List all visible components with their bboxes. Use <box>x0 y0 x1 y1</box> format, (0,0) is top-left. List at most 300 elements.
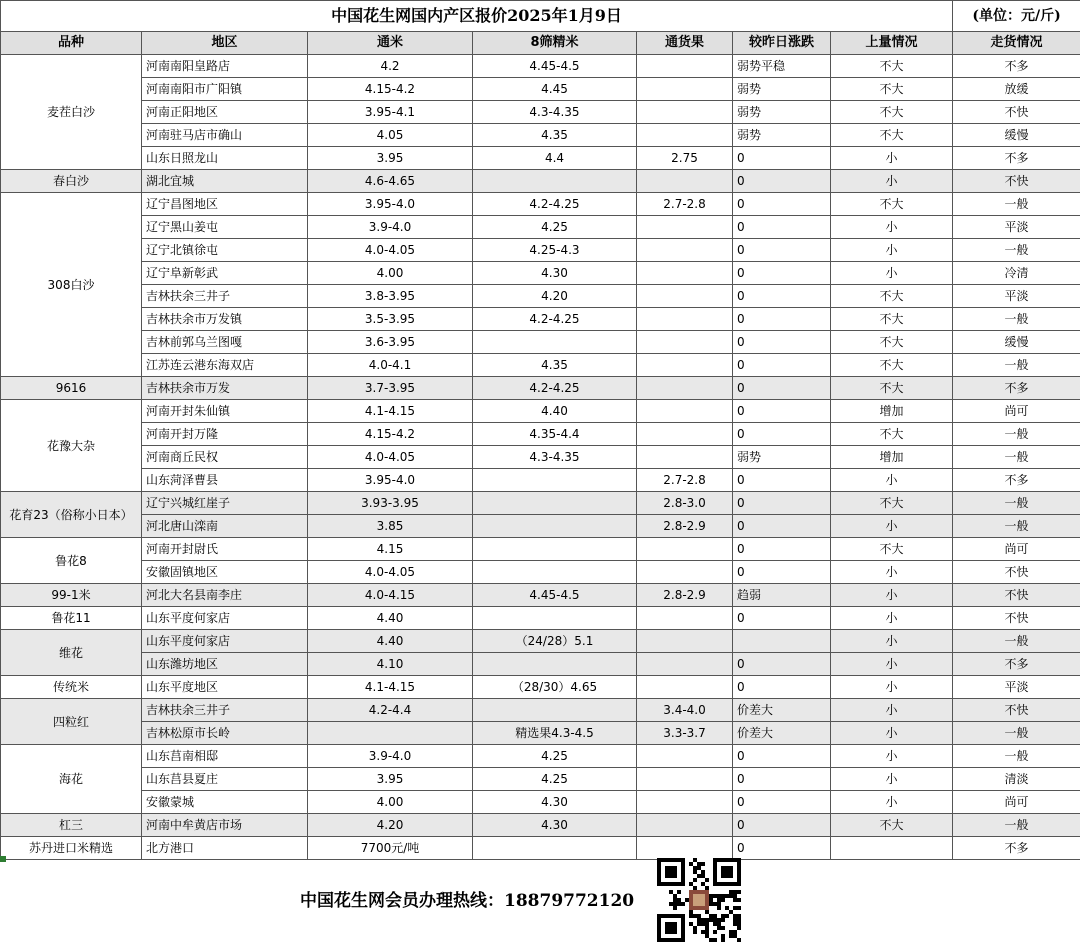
sales-cell: 缓慢 <box>953 331 1080 354</box>
region-cell: 吉林松原市长岭 <box>142 722 308 745</box>
tonghuo-cell <box>637 653 733 676</box>
header-cell: 通货果 <box>637 32 733 55</box>
table-row <box>1 538 1080 561</box>
sales-cell: 不快 <box>953 561 1080 584</box>
change-cell: 0 <box>733 676 831 699</box>
variety-cell: 海花 <box>1 745 142 814</box>
header-cell: 较昨日涨跌 <box>733 32 831 55</box>
change-cell: 0 <box>733 285 831 308</box>
tonghuo-cell <box>637 791 733 814</box>
tongmi-cell: 3.8-3.95 <box>308 285 473 308</box>
tongmi-cell: 3.95-4.0 <box>308 469 473 492</box>
supply-cell: 增加 <box>831 400 953 423</box>
region-cell: 山东平度何家店 <box>142 607 308 630</box>
table-row <box>1 262 1080 285</box>
jingmi-cell <box>473 653 637 676</box>
tonghuo-cell <box>637 124 733 147</box>
table-row <box>1 561 1080 584</box>
jingmi-cell <box>473 515 637 538</box>
tonghuo-cell <box>637 446 733 469</box>
region-cell: 安徽蒙城 <box>142 791 308 814</box>
sales-cell: 不多 <box>953 147 1080 170</box>
table-row <box>1 446 1080 469</box>
tonghuo-cell: 2.8-2.9 <box>637 515 733 538</box>
sales-cell: 不快 <box>953 607 1080 630</box>
jingmi-cell: 4.2-4.25 <box>473 377 637 400</box>
tongmi-cell: 4.40 <box>308 630 473 653</box>
tonghuo-cell <box>637 745 733 768</box>
jingmi-cell: 4.45-4.5 <box>473 584 637 607</box>
supply-cell: 小 <box>831 791 953 814</box>
jingmi-cell <box>473 561 637 584</box>
change-cell: 0 <box>733 331 831 354</box>
tongmi-cell: 4.10 <box>308 653 473 676</box>
tongmi-cell: 4.40 <box>308 607 473 630</box>
sales-cell: 一般 <box>953 745 1080 768</box>
table-row <box>1 791 1080 814</box>
sales-cell: 一般 <box>953 423 1080 446</box>
variety-cell: 鲁花8 <box>1 538 142 584</box>
supply-cell: 小 <box>831 469 953 492</box>
supply-cell: 不大 <box>831 285 953 308</box>
tongmi-cell: 3.7-3.95 <box>308 377 473 400</box>
tongmi-cell: 4.15-4.2 <box>308 78 473 101</box>
supply-cell: 不大 <box>831 308 953 331</box>
change-cell: 0 <box>733 607 831 630</box>
tongmi-cell: 4.0-4.1 <box>308 354 473 377</box>
supply-cell: 不大 <box>831 331 953 354</box>
variety-cell: 花育23（俗称小日本） <box>1 492 142 538</box>
supply-cell: 不大 <box>831 538 953 561</box>
header-cell: 地区 <box>142 32 308 55</box>
tongmi-cell: 4.1-4.15 <box>308 400 473 423</box>
supply-cell: 不大 <box>831 354 953 377</box>
tonghuo-cell <box>637 607 733 630</box>
region-cell: 山东莒县夏庄 <box>142 768 308 791</box>
tongmi-cell: 3.5-3.95 <box>308 308 473 331</box>
sales-cell: 尚可 <box>953 538 1080 561</box>
tonghuo-cell: 3.3-3.7 <box>637 722 733 745</box>
table-row <box>1 377 1080 400</box>
change-cell: 0 <box>733 262 831 285</box>
sales-cell: 一般 <box>953 814 1080 837</box>
page-title: 中国花生网国内产区报价2025年1月9日 <box>1 1 953 32</box>
footer <box>0 856 1080 942</box>
table-row <box>1 423 1080 446</box>
region-cell: 河南驻马店市确山 <box>142 124 308 147</box>
unit-label: (单位：元/斤) <box>953 1 1080 32</box>
variety-cell: 麦茬白沙 <box>1 55 142 170</box>
tonghuo-cell: 2.8-3.0 <box>637 492 733 515</box>
jingmi-cell: 4.45-4.5 <box>473 55 637 78</box>
sales-cell: 一般 <box>953 239 1080 262</box>
change-cell: 0 <box>733 745 831 768</box>
change-cell: 0 <box>733 538 831 561</box>
supply-cell: 小 <box>831 239 953 262</box>
variety-cell: 传统米 <box>1 676 142 699</box>
jingmi-cell <box>473 699 637 722</box>
jingmi-cell: 4.35 <box>473 354 637 377</box>
supply-cell: 不大 <box>831 124 953 147</box>
region-cell: 吉林前郭乌兰图嘎 <box>142 331 308 354</box>
sales-cell: 一般 <box>953 630 1080 653</box>
jingmi-cell <box>473 492 637 515</box>
tonghuo-cell <box>637 239 733 262</box>
tonghuo-cell: 2.7-2.8 <box>637 193 733 216</box>
table-row <box>1 308 1080 331</box>
tonghuo-cell <box>637 216 733 239</box>
tongmi-cell: 4.05 <box>308 124 473 147</box>
change-cell: 0 <box>733 768 831 791</box>
tongmi-cell: 3.6-3.95 <box>308 331 473 354</box>
sales-cell: 缓慢 <box>953 124 1080 147</box>
region-cell: 山东日照龙山 <box>142 147 308 170</box>
table-row <box>1 124 1080 147</box>
region-cell: 山东平度何家店 <box>142 630 308 653</box>
region-cell: 湖北宜城 <box>142 170 308 193</box>
change-cell: 0 <box>733 170 831 193</box>
tongmi-cell: 4.0-4.05 <box>308 561 473 584</box>
supply-cell: 小 <box>831 768 953 791</box>
jingmi-cell <box>473 607 637 630</box>
supply-cell: 小 <box>831 262 953 285</box>
table-row <box>1 216 1080 239</box>
supply-cell: 不大 <box>831 423 953 446</box>
region-cell: 河南中牟黄店市场 <box>142 814 308 837</box>
region-cell: 河南正阳地区 <box>142 101 308 124</box>
tonghuo-cell: 2.8-2.9 <box>637 584 733 607</box>
change-cell: 0 <box>733 354 831 377</box>
table-row <box>1 768 1080 791</box>
supply-cell: 小 <box>831 584 953 607</box>
change-cell: 0 <box>733 515 831 538</box>
supply-cell: 不大 <box>831 101 953 124</box>
jingmi-cell: 4.35 <box>473 124 637 147</box>
variety-cell: 99-1米 <box>1 584 142 607</box>
table-row <box>1 170 1080 193</box>
region-cell: 山东菏泽曹县 <box>142 469 308 492</box>
supply-cell: 小 <box>831 653 953 676</box>
change-cell: 弱势 <box>733 101 831 124</box>
jingmi-cell: 4.2-4.25 <box>473 308 637 331</box>
tonghuo-cell <box>637 561 733 584</box>
region-cell: 吉林扶余市万发镇 <box>142 308 308 331</box>
supply-cell: 小 <box>831 561 953 584</box>
jingmi-cell <box>473 331 637 354</box>
tonghuo-cell <box>637 538 733 561</box>
table-row <box>1 515 1080 538</box>
tongmi-cell: 4.00 <box>308 791 473 814</box>
header-cell: 品种 <box>1 32 142 55</box>
tonghuo-cell <box>637 676 733 699</box>
region-cell: 江苏连云港东海双店 <box>142 354 308 377</box>
tonghuo-cell <box>637 400 733 423</box>
region-cell: 辽宁阜新彰武 <box>142 262 308 285</box>
supply-cell: 小 <box>831 147 953 170</box>
table-row <box>1 400 1080 423</box>
change-cell: 0 <box>733 239 831 262</box>
jingmi-cell: 4.20 <box>473 285 637 308</box>
jingmi-cell: 4.25 <box>473 216 637 239</box>
sales-cell: 不快 <box>953 584 1080 607</box>
jingmi-cell: 4.45 <box>473 78 637 101</box>
table-row <box>1 331 1080 354</box>
region-cell: 山东莒南相邸 <box>142 745 308 768</box>
tonghuo-cell <box>637 262 733 285</box>
change-cell: 0 <box>733 814 831 837</box>
tonghuo-cell <box>637 285 733 308</box>
table-row <box>1 193 1080 216</box>
sales-cell: 一般 <box>953 722 1080 745</box>
jingmi-cell <box>473 469 637 492</box>
tonghuo-cell <box>637 423 733 446</box>
sales-cell: 清淡 <box>953 768 1080 791</box>
jingmi-cell: （24/28）5.1 <box>473 630 637 653</box>
variety-cell: 308白沙 <box>1 193 142 377</box>
tonghuo-cell <box>637 55 733 78</box>
jingmi-cell: 4.3-4.35 <box>473 446 637 469</box>
region-cell: 安徽固镇地区 <box>142 561 308 584</box>
tonghuo-cell <box>637 354 733 377</box>
jingmi-cell <box>473 538 637 561</box>
header-cell: 8筛精米 <box>473 32 637 55</box>
sales-cell: 一般 <box>953 492 1080 515</box>
change-cell: 0 <box>733 837 831 860</box>
tonghuo-cell <box>637 377 733 400</box>
region-cell: 北方港口 <box>142 837 308 860</box>
sales-cell: 平淡 <box>953 676 1080 699</box>
change-cell <box>733 630 831 653</box>
sales-cell: 一般 <box>953 446 1080 469</box>
header-cell: 通米 <box>308 32 473 55</box>
change-cell: 0 <box>733 193 831 216</box>
change-cell: 弱势 <box>733 124 831 147</box>
table-row <box>1 607 1080 630</box>
tongmi-cell: 3.9-4.0 <box>308 216 473 239</box>
region-cell: 吉林扶余三井子 <box>142 285 308 308</box>
change-cell: 0 <box>733 561 831 584</box>
sales-cell: 冷清 <box>953 262 1080 285</box>
sales-cell: 平淡 <box>953 216 1080 239</box>
sales-cell: 不多 <box>953 837 1080 860</box>
tonghuo-cell <box>637 308 733 331</box>
tongmi-cell: 4.0-4.05 <box>308 239 473 262</box>
tonghuo-cell <box>637 78 733 101</box>
table-row <box>1 239 1080 262</box>
variety-cell: 春白沙 <box>1 170 142 193</box>
supply-cell: 小 <box>831 607 953 630</box>
supply-cell: 小 <box>831 216 953 239</box>
supply-cell: 小 <box>831 745 953 768</box>
tonghuo-cell <box>637 331 733 354</box>
tongmi-cell: 4.20 <box>308 814 473 837</box>
jingmi-cell: 4.40 <box>473 400 637 423</box>
region-cell: 河南商丘民权 <box>142 446 308 469</box>
jingmi-cell: 4.4 <box>473 147 637 170</box>
region-cell: 山东潍坊地区 <box>142 653 308 676</box>
jingmi-cell: 4.30 <box>473 814 637 837</box>
region-cell: 辽宁昌图地区 <box>142 193 308 216</box>
tongmi-cell <box>308 722 473 745</box>
region-cell: 辽宁北镇徐屯 <box>142 239 308 262</box>
jingmi-cell: 4.35-4.4 <box>473 423 637 446</box>
supply-cell: 不大 <box>831 55 953 78</box>
jingmi-cell <box>473 170 637 193</box>
sales-cell: 不多 <box>953 377 1080 400</box>
tongmi-cell: 4.1-4.15 <box>308 676 473 699</box>
variety-cell: 维花 <box>1 630 142 676</box>
hotline-text: 中国花生网会员办理热线：18879772120 <box>300 891 635 911</box>
tongmi-cell: 3.93-3.95 <box>308 492 473 515</box>
region-cell: 河北唐山滦南 <box>142 515 308 538</box>
change-cell: 弱势 <box>733 78 831 101</box>
sales-cell: 不多 <box>953 653 1080 676</box>
table-row <box>1 722 1080 745</box>
change-cell: 0 <box>733 469 831 492</box>
tongmi-cell: 3.95 <box>308 768 473 791</box>
tonghuo-cell <box>637 814 733 837</box>
table-row <box>1 745 1080 768</box>
jingmi-cell: 4.25-4.3 <box>473 239 637 262</box>
tongmi-cell: 4.15-4.2 <box>308 423 473 446</box>
variety-cell: 杠三 <box>1 814 142 837</box>
tongmi-cell: 4.15 <box>308 538 473 561</box>
change-cell: 0 <box>733 423 831 446</box>
supply-cell: 小 <box>831 170 953 193</box>
change-cell: 0 <box>733 400 831 423</box>
table-row <box>1 676 1080 699</box>
table-row <box>1 285 1080 308</box>
title-row <box>1 1 1080 32</box>
sales-cell: 不快 <box>953 170 1080 193</box>
supply-cell: 不大 <box>831 377 953 400</box>
jingmi-cell: 4.30 <box>473 262 637 285</box>
region-cell: 山东平度地区 <box>142 676 308 699</box>
supply-cell: 小 <box>831 515 953 538</box>
change-cell: 价差大 <box>733 699 831 722</box>
jingmi-cell: 4.2-4.25 <box>473 193 637 216</box>
change-cell: 趋弱 <box>733 584 831 607</box>
table-row <box>1 147 1080 170</box>
sales-cell: 一般 <box>953 515 1080 538</box>
region-cell: 辽宁黑山姜屯 <box>142 216 308 239</box>
sales-cell: 一般 <box>953 354 1080 377</box>
change-cell: 0 <box>733 492 831 515</box>
supply-cell: 小 <box>831 699 953 722</box>
tongmi-cell: 3.95-4.1 <box>308 101 473 124</box>
supply-cell: 不大 <box>831 814 953 837</box>
tonghuo-cell <box>637 630 733 653</box>
variety-cell: 9616 <box>1 377 142 400</box>
jingmi-cell: 4.25 <box>473 745 637 768</box>
table-row <box>1 630 1080 653</box>
tonghuo-cell <box>637 170 733 193</box>
change-cell: 0 <box>733 147 831 170</box>
table-row <box>1 101 1080 124</box>
variety-cell: 四粒红 <box>1 699 142 745</box>
sales-cell: 一般 <box>953 193 1080 216</box>
tongmi-cell: 4.0-4.05 <box>308 446 473 469</box>
jingmi-cell: （28/30）4.65 <box>473 676 637 699</box>
jingmi-cell: 4.3-4.35 <box>473 101 637 124</box>
tonghuo-cell <box>637 101 733 124</box>
header-cell: 上量情况 <box>831 32 953 55</box>
supply-cell: 不大 <box>831 193 953 216</box>
change-cell: 弱势 <box>733 446 831 469</box>
jingmi-cell: 精选果4.3-4.5 <box>473 722 637 745</box>
table-row <box>1 699 1080 722</box>
table-row <box>1 469 1080 492</box>
header-row <box>1 32 1080 55</box>
region-cell: 河北大名县南李庄 <box>142 584 308 607</box>
variety-cell: 花豫大杂 <box>1 400 142 492</box>
change-cell: 弱势平稳 <box>733 55 831 78</box>
variety-cell: 苏丹进口米精选 <box>1 837 142 860</box>
tongmi-cell: 4.2 <box>308 55 473 78</box>
sales-cell: 不快 <box>953 699 1080 722</box>
sales-cell: 不多 <box>953 55 1080 78</box>
table-row <box>1 354 1080 377</box>
tongmi-cell: 4.2-4.4 <box>308 699 473 722</box>
tongmi-cell: 4.6-4.65 <box>308 170 473 193</box>
sales-cell: 不多 <box>953 469 1080 492</box>
supply-cell: 小 <box>831 630 953 653</box>
change-cell: 0 <box>733 377 831 400</box>
region-cell: 辽宁兴城红崖子 <box>142 492 308 515</box>
region-cell: 河南南阳市广阳镇 <box>142 78 308 101</box>
tongmi-cell: 3.95 <box>308 147 473 170</box>
supply-cell: 小 <box>831 722 953 745</box>
region-cell: 河南开封朱仙镇 <box>142 400 308 423</box>
table-row <box>1 78 1080 101</box>
supply-cell: 不大 <box>831 78 953 101</box>
qr-code-icon <box>657 858 741 942</box>
tonghuo-cell: 3.4-4.0 <box>637 699 733 722</box>
region-cell: 河南开封尉氏 <box>142 538 308 561</box>
jingmi-cell: 4.25 <box>473 768 637 791</box>
supply-cell: 增加 <box>831 446 953 469</box>
sales-cell: 平淡 <box>953 285 1080 308</box>
sales-cell: 尚可 <box>953 791 1080 814</box>
table-row <box>1 814 1080 837</box>
tongmi-cell: 3.85 <box>308 515 473 538</box>
change-cell: 0 <box>733 653 831 676</box>
table-row <box>1 492 1080 515</box>
change-cell: 0 <box>733 216 831 239</box>
supply-cell: 不大 <box>831 492 953 515</box>
header-cell: 走货情况 <box>953 32 1080 55</box>
region-cell: 吉林扶余市万发 <box>142 377 308 400</box>
variety-cell: 鲁花11 <box>1 607 142 630</box>
tonghuo-cell: 2.75 <box>637 147 733 170</box>
change-cell: 0 <box>733 308 831 331</box>
sales-cell: 尚可 <box>953 400 1080 423</box>
region-cell: 河南南阳皇路店 <box>142 55 308 78</box>
tonghuo-cell <box>637 768 733 791</box>
region-cell: 河南开封万隆 <box>142 423 308 446</box>
change-cell: 价差大 <box>733 722 831 745</box>
tongmi-cell: 4.00 <box>308 262 473 285</box>
sales-cell: 不快 <box>953 101 1080 124</box>
tongmi-cell: 4.0-4.15 <box>308 584 473 607</box>
supply-cell: 小 <box>831 676 953 699</box>
tonghuo-cell: 2.7-2.8 <box>637 469 733 492</box>
sales-cell: 放缓 <box>953 78 1080 101</box>
region-cell: 吉林扶余三井子 <box>142 699 308 722</box>
tongmi-cell: 3.9-4.0 <box>308 745 473 768</box>
table-row <box>1 584 1080 607</box>
tongmi-cell: 7700元/吨 <box>308 837 473 860</box>
